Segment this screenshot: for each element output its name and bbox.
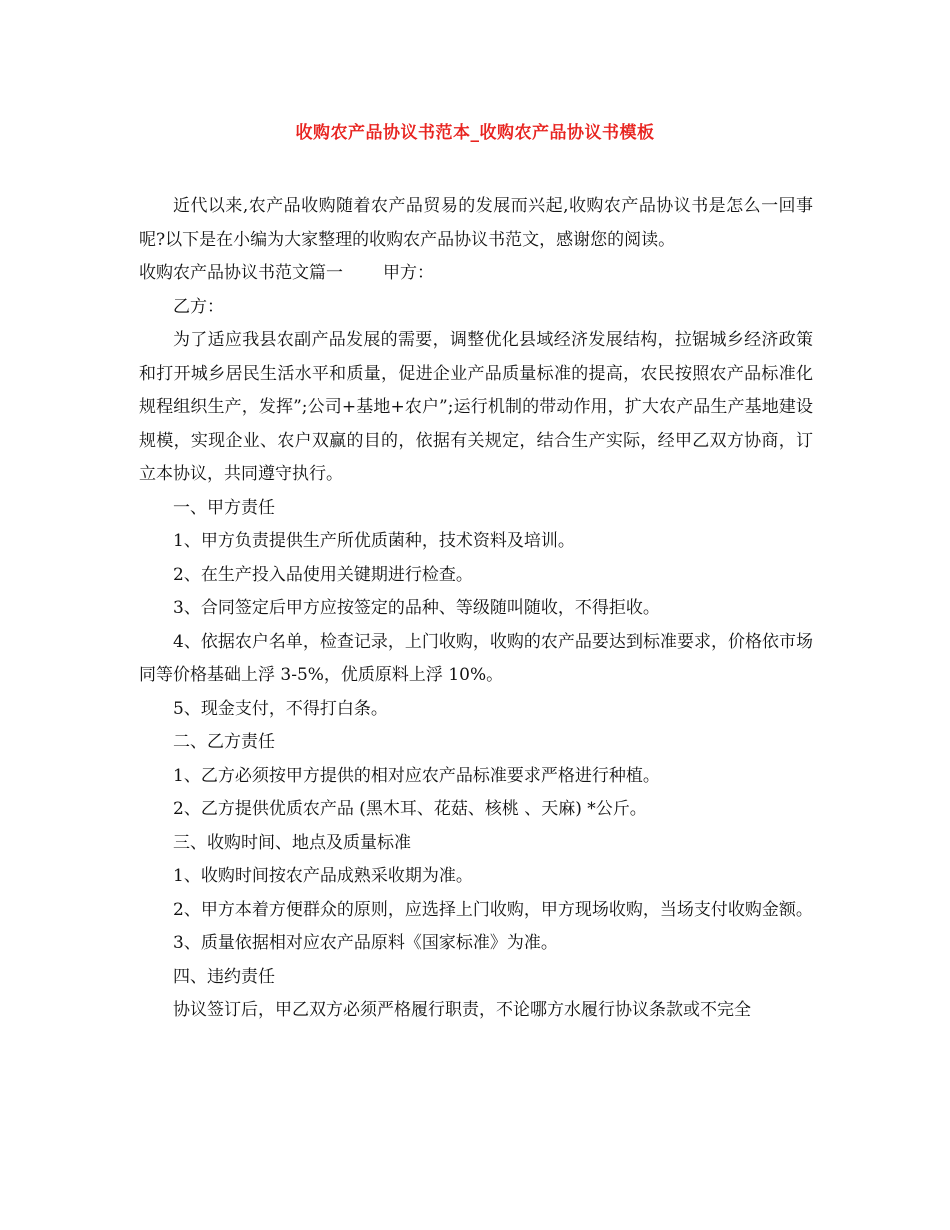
- section-1-item: 1、甲方负责提供生产所优质菌种，技术资料及培训。: [173, 531, 575, 551]
- section-4-paragraph: 协议签订后，甲乙双方必须严格履行职责，不论哪方水履行协议条款或不完全: [173, 1000, 751, 1020]
- section-1-item: 3、合同签定后甲方应按签定的品种、等级随叫随收，不得拒收。: [173, 598, 660, 618]
- document-title: 收购农产品协议书范本_收购农产品协议书模板: [295, 123, 655, 143]
- party-b-label: 乙方：: [173, 296, 224, 317]
- party-a-label: 甲方：: [383, 263, 434, 283]
- section-1-heading: 一、甲方责任: [173, 497, 275, 518]
- section-1-item: 5、现金支付，不得打白条。: [173, 698, 388, 719]
- section-1-item: 4、依据农户名单，检查记录，上门收购，收购的农产品要达到标准要求，价格依市场同等价格基础上浮 3-5%，优质原料上浮 10%。: [139, 631, 813, 685]
- section-3-item: 1、收购时间按农产品成熟采收期为准。: [173, 866, 473, 886]
- section-2-heading: 二、乙方责任: [173, 732, 275, 752]
- sample-heading-line: [139, 257, 813, 291]
- sample-heading: 收购农产品协议书范文篇一: [139, 263, 343, 283]
- section-2-item: 2、乙方提供优质农产品 (黑木耳、花菇、核桃 、天麻) *公斤。: [173, 799, 647, 819]
- intro-paragraph: 近代以来,农产品收购随着农产品贸易的发展而兴起,收购农产品协议书是怎么一回事呢?以下是在小编为大家整理的收购农产品协议书范文，感谢您的阅读。: [139, 196, 813, 250]
- section-4-heading: 四、违约责任: [173, 966, 275, 987]
- section-3-item: 3、质量依据相对应农产品原料《国家标准》为准。: [173, 933, 558, 953]
- section-1-item: 2、在生产投入品使用关键期进行检查。: [173, 564, 473, 585]
- preamble-paragraph: 为了适应我县农副产品发展的需要，调整优化县域经济发展结构，拉锯城乡经济政策和打开城乡居民生活水平和质量，促进企业产品质量标准的提高，农民按照农产品标准化规程组织生产，发挥”;公司+基地+农户”;运行机制的带动作用，扩大农产品生产基地建设规模，实现企业、农户双赢的目的，依据有关规定，结合生产实际，经甲乙双方协商，订立本协议，共同遵守执行。: [139, 330, 813, 484]
- section-3-heading: 三、收购时间、地点及质量标准: [173, 832, 411, 853]
- section-3-item: 2、甲方本着方便群众的原则，应选择上门收购，甲方现场收购，当场支付收购金额。: [173, 899, 813, 920]
- document-body: [139, 190, 813, 1028]
- section-2-item: 1、乙方必须按甲方提供的相对应农产品标准要求严格进行种植。: [173, 765, 660, 786]
